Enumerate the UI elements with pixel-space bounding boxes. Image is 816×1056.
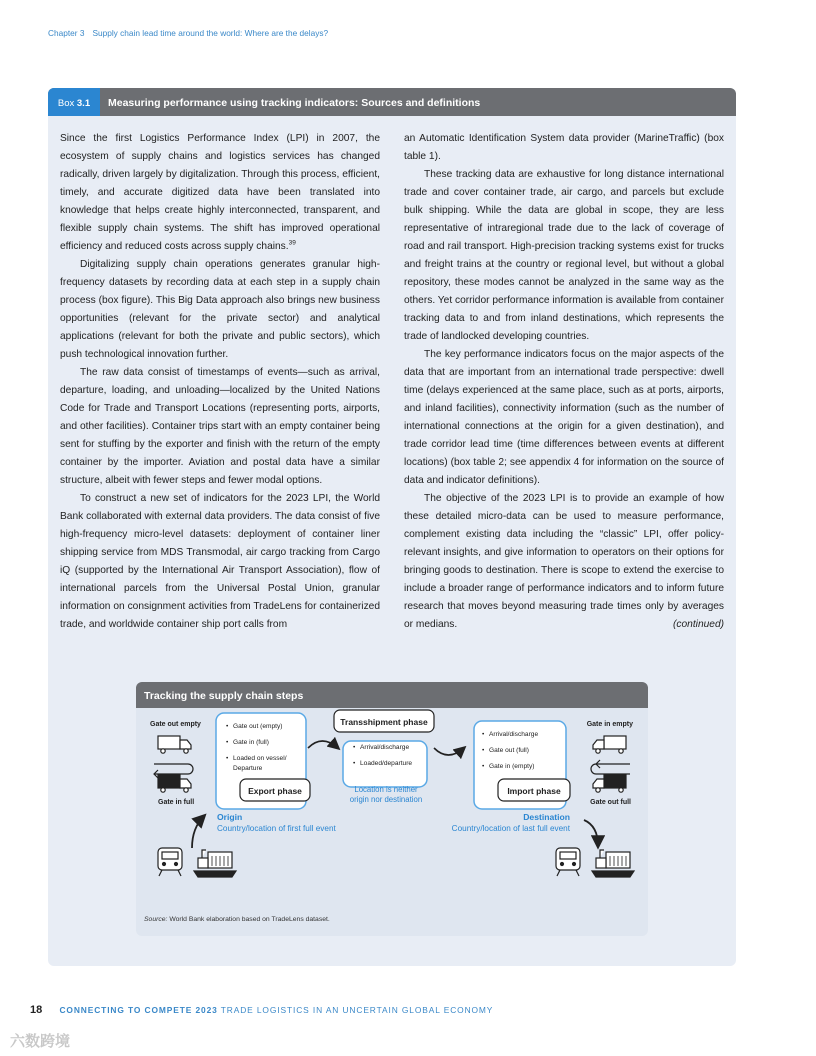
import-bullet-3: • (482, 763, 485, 770)
import-item-1: Arrival/discharge (489, 731, 539, 738)
figure-panel (136, 682, 648, 936)
footer-subtitle: TRADE LOGISTICS IN AN UNCERTAIN GLOBAL ECONOMY (220, 1005, 494, 1015)
import-item-2: Gate out (full) (489, 747, 529, 754)
box-label (48, 88, 100, 116)
gate-in-full-label: Gate in full (158, 799, 195, 806)
export-bullet-1: • (226, 723, 229, 730)
left-paragraph-1-text: Since the first Logistics Performance Index (LPI) in 2007, the ecosystem of supply chains and logistics services has changed radically, driven largely by digitalization. Through this process, efficient, timely, and accurate digitized data have been translated into knowledge that helps create highly interconnected, transparent, and flexible supply chain systems. The shift has improved operational efficiency and reduced costs across supply chains. (60, 133, 380, 252)
destination-train-icon (556, 848, 580, 876)
destination-sub: Country/location of last full event (451, 824, 570, 833)
transshipment-item-1: Arrival/discharge (360, 744, 410, 751)
gate-in-empty-label: Gate in empty (586, 721, 633, 728)
left-paragraph-1 (60, 130, 380, 256)
continued-note: (continued) (673, 619, 724, 630)
running-head-title: Supply chain lead time around the world: Where are the delays? (92, 28, 329, 38)
transshipment-phase-label: Transshipment phase (340, 717, 428, 727)
export-phase-label: Export phase (248, 786, 302, 796)
figure-source (144, 916, 330, 923)
box-label-number: 3.1 (76, 98, 91, 109)
supply-chain-diagram (136, 708, 648, 914)
destination-arrow (584, 820, 598, 846)
right-paragraph-1: an Automatic Identification System data provider (MarineTraffic) (box table 1). (404, 133, 724, 162)
running-head-chapter: Chapter 3 (48, 28, 85, 38)
export-bullet-3: • (226, 755, 229, 762)
box-header (48, 88, 736, 116)
page-footer (30, 1004, 493, 1016)
origin-sub: Country/location of first full event (217, 824, 336, 833)
source-text: World Bank elaboration based on TradeLens dataset. (169, 916, 330, 923)
running-head (48, 28, 328, 38)
left-paragraph-2: Digitalizing supply chain operations generates granular high-frequency datasets by recording data at each step in a supply chain process (box figure). This Big Data approach also brings new business opportunities (relevant for the private sector) and analytical applications (relevant for both the private and public sectors), which push technological innovation further. (60, 259, 380, 360)
transshipment-to-import-arrow (434, 748, 464, 755)
import-item-3: Gate in (empty) (489, 763, 535, 770)
right-paragraph-2: These tracking data are exhaustive for long distance international trade and cover container trade, air cargo, and parcels but exclude bulk shipping. While the data are global in scope, they are less representative of intraregional trade due to the lack of coverage of road and rail transport. High-precision tracking systems exist for trucks and freight trains at the country or regional level, but without a global repository, these modes cannot be analyzed in the same way as the others. Yet corridor performance information is available from container tracking data to and from inland destinations, which represents the trade of landlocked developing countries. (404, 169, 724, 342)
import-bullet-1: • (482, 731, 485, 738)
box-title: Measuring performance using tracking indicators: Sources and definitions (108, 97, 481, 109)
empty-truck-right-icon (593, 736, 626, 753)
return-arrows-icon (591, 760, 630, 774)
watermark: 六数跨境 (10, 1033, 71, 1050)
left-paragraph-3: The raw data consist of timestamps of events—such as arrival, departure, loading, and unloading—localized by the United Nations Code for Trade and Transport Locations (representing ports, airports, and other facilities). Container trips start with an empty container being sent for stuffing by the exporter and finish with the return of the empty container by the importer. Aviation and postal data have a similar structure, albeit with fewer steps and fewer modal options. (60, 367, 380, 486)
export-item-2: Gate in (full) (233, 739, 269, 746)
transshipment-note-line-2: origin nor destination (349, 795, 423, 804)
gate-out-empty-label: Gate out empty (150, 721, 201, 728)
destination-label: Destination (523, 812, 570, 822)
transshipment-item-2: Loaded/departure (360, 760, 413, 767)
left-column (60, 130, 380, 634)
import-bullet-2: • (482, 747, 485, 754)
import-phase-label: Import phase (507, 786, 561, 796)
transshipment-bullet-1: • (353, 744, 356, 751)
footnote-ref: 39 (288, 239, 296, 247)
destination-port-icon (592, 850, 634, 877)
page-number: 18 (30, 1004, 43, 1016)
figure-header (136, 682, 648, 708)
export-to-transshipment-arrow (308, 741, 338, 748)
export-item-1: Gate out (empty) (233, 723, 283, 730)
footer-series: CONNECTING TO COMPETE 2023 (59, 1005, 218, 1015)
right-paragraph-4: The objective of the 2023 LPI is to provide an example of how these detailed micro-data can be used to measure performance, complement existing data including the “classic” LPI, offer policy-relevant insights, and give information to operators on their options for bringing goods to destination. There is scope to extend the exercise to include a broader range of performance indicators and to inform future research that moves beyond measuring trade times only by averages or medians. (404, 493, 724, 630)
empty-truck-icon (158, 736, 191, 753)
right-paragraph-3: The key performance indicators focus on the major aspects of the data that are important from an international trade perspective: dwell time (delays experienced at the same place, such as at ports, airports, and inland facilities), connectivity information (such as the number of international connections at the origin for a given destination), and trade corridor lead time (time differences between events at different locations) (box table 2; see appendix 4 for information on the source of data and indicator definitions). (404, 349, 724, 486)
figure-title: Tracking the supply chain steps (144, 690, 304, 702)
source-label: Source: (144, 916, 168, 923)
full-truck-right-icon (593, 775, 626, 792)
export-bullet-2: • (226, 739, 229, 746)
gate-out-full-label: Gate out full (590, 799, 631, 806)
box-label-prefix: Box (57, 98, 75, 109)
right-column (404, 130, 724, 634)
transshipment-note-line-1: Location is neither (354, 785, 418, 794)
export-item-3: Loaded on vessel/ (233, 755, 287, 762)
origin-train-icon (158, 848, 182, 876)
origin-port-icon (194, 850, 236, 877)
export-item-4: Departure (233, 765, 263, 772)
transshipment-bullet-2: • (353, 760, 356, 767)
origin-label: Origin (217, 812, 243, 822)
origin-arrow (192, 816, 204, 848)
full-truck-icon (158, 775, 191, 792)
left-paragraph-4: To construct a new set of indicators for the 2023 LPI, the World Bank collaborated with external data providers. The data consist of five high-frequency micro-level datasets: deployment of container liner shipping service from MDS Transmodal, air cargo tracking from Cargo iQ (supported by the International Air Transport Association), flow of international parcels from the Universal Postal Union, granular information on consignment activities from TradeLens for containerized trade, and worldwide container ship port calls from (60, 493, 380, 630)
